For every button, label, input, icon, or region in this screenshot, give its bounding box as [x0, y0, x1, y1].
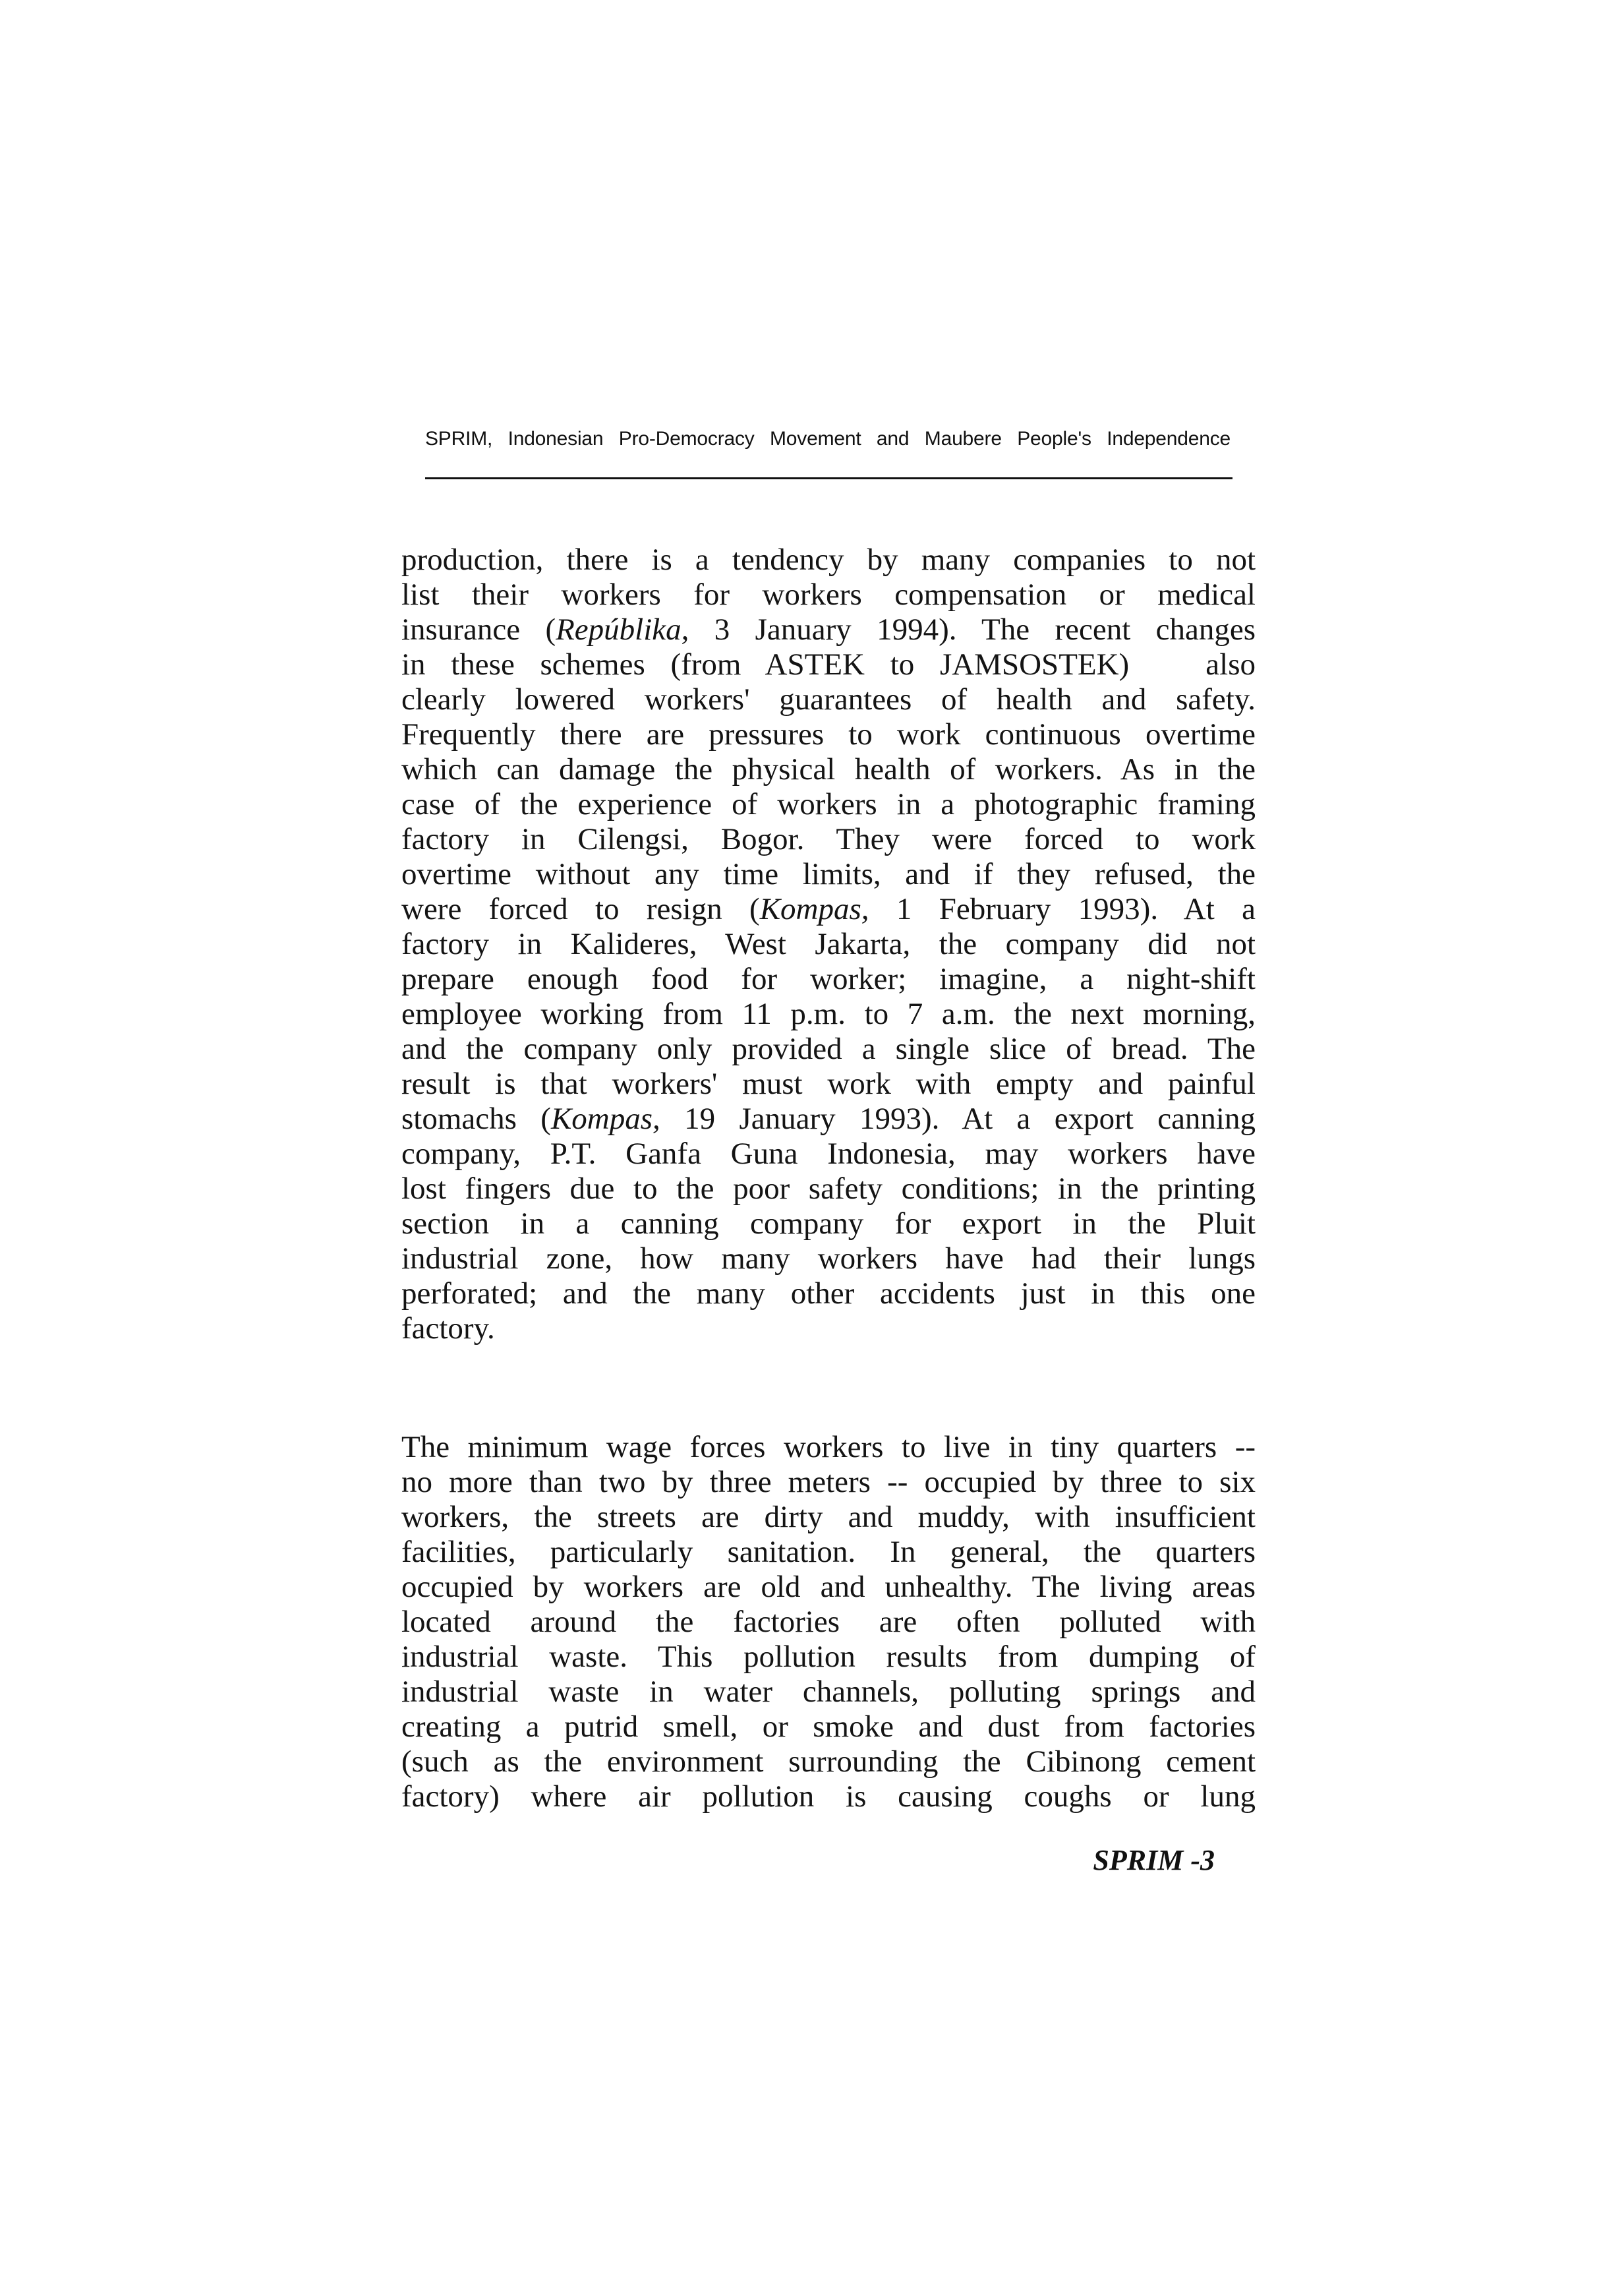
text-line: [401, 857, 1256, 892]
text-run: production, there is a tendency by many companies to not: [401, 543, 1256, 577]
text-run: clearly lowered workers' guarantees of health and safety.: [401, 682, 1256, 717]
text-line: [401, 1570, 1256, 1605]
text-line: [401, 1465, 1256, 1500]
text-run: 1 February 1993). At a: [869, 892, 1256, 926]
header-rule: [425, 477, 1232, 479]
text-line: [401, 962, 1256, 997]
running-header: SPRIM, Indonesian Pro-Democracy Movement and Maubere People's Independence: [425, 428, 1231, 450]
text-run: Frequently there are pressures to work continuous overtime: [401, 717, 1256, 752]
text-run: 3 January 1994). The recent changes: [689, 612, 1256, 647]
page-marker: SPRIM -3: [1093, 1844, 1215, 1876]
citation-italic: Repúblika,: [556, 612, 689, 647]
text-line: [401, 612, 1256, 647]
text-run: result is that workers' must work with empty and painful: [401, 1067, 1256, 1101]
text-run: stomachs (: [401, 1102, 551, 1136]
text-line: [401, 752, 1256, 787]
text-run: located around the factories are often polluted with: [401, 1605, 1256, 1639]
text-line: [401, 787, 1256, 822]
text-line: [401, 1430, 1256, 1465]
citation-italic: Kompas,: [550, 1102, 660, 1136]
text-line: [401, 927, 1256, 962]
text-run: industrial waste. This pollution results from dumping of: [401, 1640, 1256, 1674]
text-run: facilities, particularly sanitation. In general, the quarters: [401, 1535, 1256, 1569]
text-line: [401, 717, 1256, 752]
text-line: [401, 1500, 1256, 1535]
text-line: [401, 892, 1256, 927]
body-paragraph: [401, 543, 1256, 1346]
text-line: [401, 1675, 1256, 1709]
text-run: (such as the environment surrounding the Cibinong cement: [401, 1744, 1256, 1779]
text-line: [401, 1276, 1256, 1311]
text-line: [401, 1102, 1256, 1137]
text-run: industrial zone, how many workers have had their lungs: [401, 1241, 1256, 1276]
text-run: prepare enough food for worker; imagine, a night-shift: [401, 962, 1256, 996]
text-run: list their workers for workers compensation or medical: [401, 578, 1256, 612]
text-run: were forced to resign (: [401, 892, 760, 926]
text-line: [401, 1206, 1256, 1241]
text-run: in these schemes (from ASTEK to JAMSOSTEK) also: [401, 647, 1256, 682]
text-line: [401, 1779, 1256, 1814]
text-line: [401, 997, 1256, 1032]
text-run: The minimum wage forces workers to live in tiny quarters --: [401, 1430, 1256, 1464]
text-run: creating a putrid smell, or smoke and dust from factories: [401, 1709, 1256, 1744]
text-run: occupied by workers are old and unhealthy. The living areas: [401, 1570, 1256, 1604]
text-run: factory) where air pollution is causing coughs or lung: [401, 1779, 1256, 1814]
text-run: perforated; and the many other accidents just in this one: [401, 1276, 1256, 1311]
text-run: workers, the streets are dirty and muddy, with insufficient: [401, 1500, 1256, 1534]
text-line: [401, 578, 1256, 612]
text-run: industrial waste in water channels, polluting springs and: [401, 1675, 1256, 1709]
text-run: no more than two by three meters -- occupied by three to six: [401, 1465, 1256, 1499]
text-run: 19 January 1993). At a export canning: [660, 1102, 1256, 1136]
text-run: factory in Kalideres, West Jakarta, the company did not: [401, 927, 1256, 961]
text-run: company, P.T. Ganfa Guna Indonesia, may workers have: [401, 1137, 1256, 1171]
text-run: employee working from 11 p.m. to 7 a.m. the next morning,: [401, 997, 1256, 1031]
citation-italic: Kompas,: [759, 892, 869, 926]
text-run: factory in Cilengsi, Bogor. They were forced to work: [401, 822, 1256, 856]
text-line: [401, 1032, 1256, 1067]
text-line: [401, 1241, 1256, 1276]
text-line: [401, 543, 1256, 578]
body-paragraph: [401, 1430, 1256, 1814]
text-run: factory.: [401, 1311, 495, 1346]
text-line: [401, 1709, 1256, 1744]
text-line: [401, 682, 1256, 717]
text-line: [401, 822, 1256, 857]
text-line: [401, 1535, 1256, 1570]
text-run: lost fingers due to the poor safety conditions; in the printing: [401, 1172, 1256, 1206]
text-run: insurance (: [401, 612, 556, 647]
text-line: [401, 647, 1256, 682]
text-run: section in a canning company for export in the Pluit: [401, 1206, 1256, 1241]
text-run: and the company only provided a single slice of bread. The: [401, 1032, 1256, 1066]
text-line: [401, 1137, 1256, 1172]
text-run: overtime without any time limits, and if they refused, the: [401, 857, 1256, 891]
text-run: case of the experience of workers in a photographic framing: [401, 787, 1256, 821]
text-run: which can damage the physical health of workers. As in the: [401, 752, 1256, 787]
text-line: [401, 1172, 1256, 1206]
text-line: [401, 1744, 1256, 1779]
text-line: [401, 1311, 1256, 1346]
text-line: [401, 1605, 1256, 1640]
text-line: [401, 1067, 1256, 1102]
text-line: [401, 1640, 1256, 1675]
